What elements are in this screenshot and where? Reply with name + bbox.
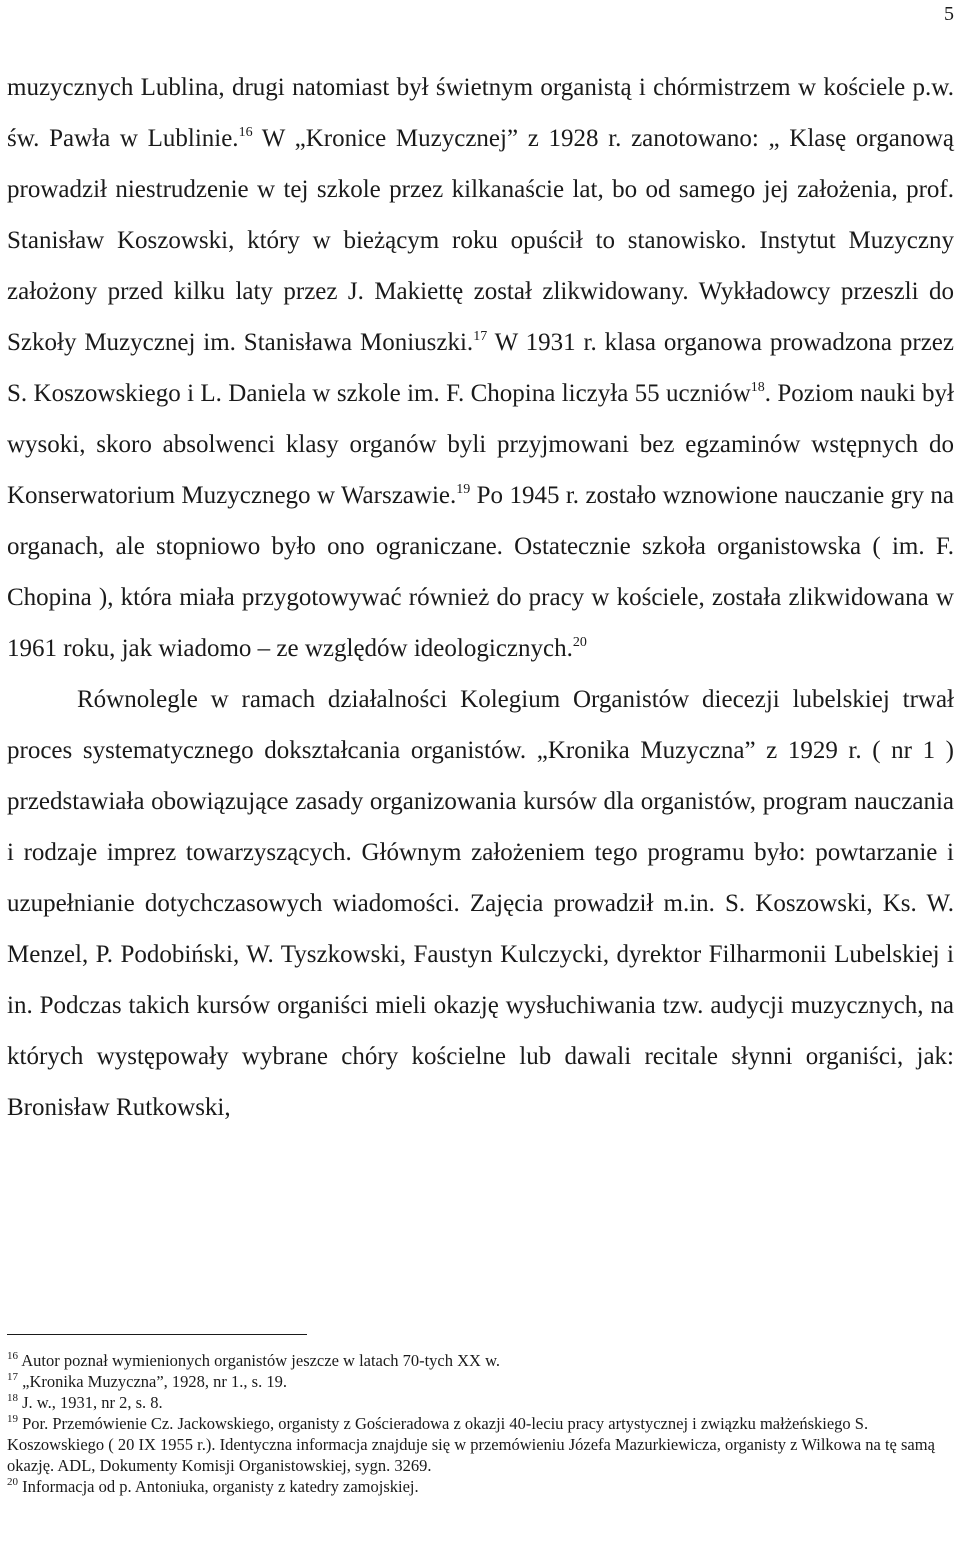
page-number: 5	[944, 3, 954, 25]
footnotes	[7, 1350, 954, 1497]
footnote-number: 20	[7, 1476, 18, 1488]
text-run: muzycznych Lublina, drugi natomiast był świetnym organistą i chórmistrzem w kościele p.w. św. Pawła w Lublinie.	[7, 74, 954, 152]
footnote-18	[7, 1392, 954, 1413]
text-run: W 1931 r. klasa organowa prowadzona przez S. Koszowskiego i L. Daniela w szkole im. F. Chopina liczyła 55 uczniów	[7, 329, 955, 407]
footnote-separator	[7, 1334, 307, 1335]
body-text	[7, 62, 954, 1133]
footnote-ref[interactable]: 16	[238, 125, 253, 140]
footnote-text: Autor poznał wymienionych organistów jeszcze w latach 70-tych XX w.	[18, 1351, 501, 1370]
footnote-text: „Kronika Muzyczna”, 1928, nr 1., s. 19.	[18, 1372, 287, 1391]
footnote-ref[interactable]: 19	[456, 482, 471, 497]
footnote-text: J. w., 1931, nr 2, s. 8.	[18, 1393, 163, 1412]
footnote-ref[interactable]: 18	[750, 380, 765, 395]
paragraph-2	[7, 674, 954, 1133]
text-run: . Poziom nauki był wysoki, skoro absolwenci klasy organów byli przyjmowani bez egzaminów wstępnych do Konserwatorium Muzycznego w Warszawie.	[7, 380, 954, 509]
footnote-20	[7, 1476, 954, 1497]
footnote-text: Informacja od p. Antoniuka, organisty z katedry zamojskiej.	[18, 1477, 419, 1496]
footnote-17	[7, 1371, 954, 1392]
footnote-text: Por. Przemówienie Cz. Jackowskiego, organisty z Gościeradowa z okazji 40-leciu pracy artystycznej i związku małżeńskiego S. Koszowskiego ( 20 IX 1955 r.). Identyczna informacja znajduje się w przemówieniu Józefa Mazurkiewicza, organisty z Wilkowa na tę samą okazję. ADL, Dokumenty Komisji Organistowskiej, sygn. 3269.	[7, 1414, 935, 1475]
footnote-ref[interactable]: 20	[572, 635, 587, 650]
text-run: Po 1945 r. zostało wznowione nauczanie gry na organach, ale stopniowo było ono ograniczane. Ostatecznie szkoła organistowska ( im. F. Chopina ), która miała przygotowywać również do pracy w kościele, została zlikwidowana w 1961 roku, jak wiadomo – ze względów ideologicznych.	[7, 482, 954, 662]
footnote-number: 16	[7, 1350, 18, 1362]
footnote-ref[interactable]: 17	[473, 329, 488, 344]
footnote-19	[7, 1413, 954, 1476]
paragraph-1	[7, 62, 954, 674]
text-run: W „Kronice Muzycznej” z 1928 r. zanotowano: „ Klasę organową prowadził niestrudzenie w tej szkole przez kilkanaście lat, bo od samego jej założenia, prof. Stanisław Koszowski, który w bieżącym roku opuścił to stanowisko. Instytut Muzyczny założony przed kilku laty przez J. Makiettę został zlikwidowany. Wykładowcy przeszli do Szkoły Muzycznej im. Stanisława Moniuszki.	[7, 125, 954, 356]
footnote-number: 19	[7, 1413, 18, 1425]
footnote-number: 18	[7, 1392, 18, 1404]
text-run: Równolegle w ramach działalności Kolegium Organistów diecezji lubelskiej trwał proces systematycznego dokształcania organistów. „Kronika Muzyczna” z 1929 r. ( nr 1 ) przedstawiała obowiązujące zasady organizowania kursów dla organistów, program nauczania i rodzaje imprez towarzyszących. Głównym założeniem tego programu było: powtarzanie i uzupełnianie dotychczasowych wiadomości. Zajęcia prowadził m.in. S. Koszowski, Ks. W. Menzel, P. Podobiński, W. Tyszkowski, Faustyn Kulczycki, dyrektor Filharmonii Lubelskiej i in. Podczas takich kursów organiści mieli okazję wysłuchiwania tzw. audycji muzycznych, na których występowały wybrane chóry kościelne lub dawali recitale słynni organiści, jak: Bronisław Rutkowski,	[7, 686, 954, 1121]
footnote-number: 17	[7, 1371, 18, 1383]
footnote-16	[7, 1350, 954, 1371]
